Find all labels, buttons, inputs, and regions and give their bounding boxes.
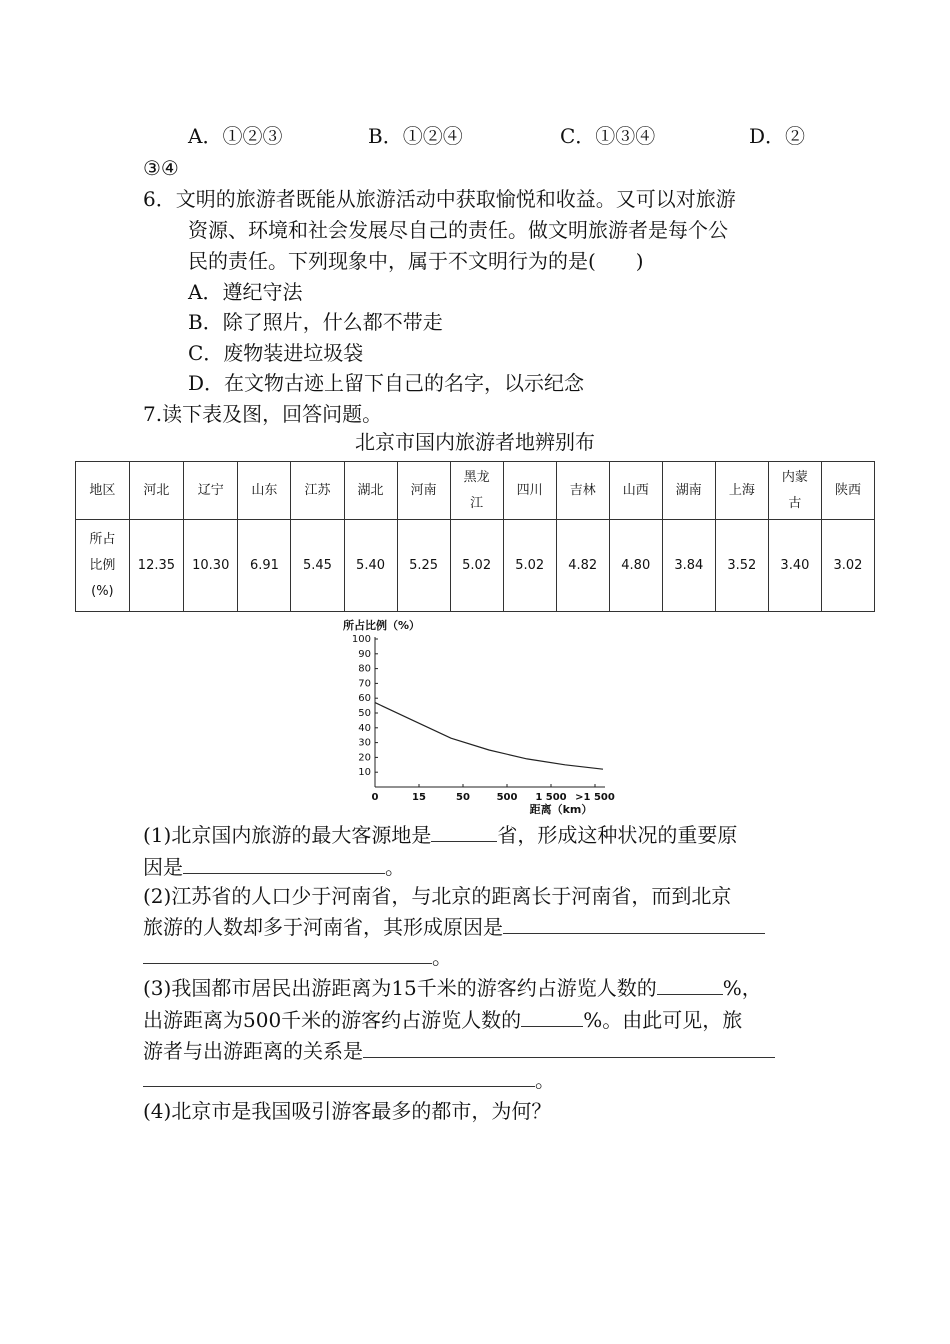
q6-option-c: C．废物装进垃圾袋 xyxy=(188,341,364,365)
answer-blank[interactable] xyxy=(503,913,765,934)
value-cell: 4.80 xyxy=(609,520,662,612)
cell-text: 湖北 xyxy=(357,482,384,498)
region-cell xyxy=(344,462,397,520)
value-cell: 6.91 xyxy=(238,520,291,612)
answer-blank[interactable] xyxy=(183,853,385,874)
y-tick-label: 50 xyxy=(358,708,371,719)
q5-option-d: D．② xyxy=(749,124,806,148)
region-cell xyxy=(662,462,715,520)
distance-chart xyxy=(338,615,618,815)
q5-option-c: C．①③④ xyxy=(560,124,656,148)
q7-sub3-line3 xyxy=(143,1037,775,1065)
y-tick-label: 60 xyxy=(358,693,371,705)
cell-text: 所占 xyxy=(89,531,116,547)
q7-sub2-line1: (2)江苏省的人口少于河南省，与北京的距离长于河南省，而到北京 xyxy=(143,884,732,908)
cell-text: 河南 xyxy=(410,482,437,498)
q7-sub1-text-b: 省，形成这种状况的重要原 xyxy=(497,823,738,847)
q5-option-b: B．①②④ xyxy=(368,124,463,148)
q7-sub3-line4 xyxy=(143,1066,555,1094)
cell-text: 黑龙 xyxy=(463,469,490,485)
region-cell xyxy=(768,462,821,520)
q6-option-d: D．在文物古迹上留下自己的名字，以示纪念 xyxy=(188,371,585,395)
y-tick-label: 30 xyxy=(358,737,371,749)
q7-sub1-line2 xyxy=(143,853,405,881)
q5-option-d-cont: ③④ xyxy=(143,156,179,180)
value-cell: 3.84 xyxy=(662,520,715,612)
y-tick-label: 70 xyxy=(358,678,371,690)
cell-text: 江苏 xyxy=(304,482,331,498)
value-label-cell xyxy=(76,520,130,612)
q7-sub3-line1 xyxy=(143,974,762,1002)
region-cell xyxy=(715,462,768,520)
q7-sub1-text-c: 因是 xyxy=(143,855,183,879)
region-cell xyxy=(450,462,503,520)
cell-text: 内蒙 xyxy=(781,469,808,485)
q6-option-a: A．遵纪守法 xyxy=(188,280,303,304)
q7-sub1-text-a: (1)北京国内旅游的最大客源地是 xyxy=(143,823,432,847)
value-cell: 4.82 xyxy=(556,520,609,612)
x-axis-label: 距离（km） xyxy=(529,803,593,815)
y-tick-label: 100 xyxy=(351,634,371,645)
answer-blank[interactable] xyxy=(143,943,432,964)
value-cell: 3.02 xyxy=(821,520,874,612)
q7-sub2-line3 xyxy=(143,943,452,971)
value-cell: 5.25 xyxy=(397,520,450,612)
region-cell xyxy=(238,462,291,520)
x-tick-label: 50 xyxy=(456,792,470,803)
cell-text: 四川 xyxy=(516,482,543,498)
cell-text: 山东 xyxy=(251,482,278,498)
value-cell: 5.02 xyxy=(450,520,503,612)
value-cell: 5.45 xyxy=(291,520,344,612)
region-cell xyxy=(397,462,450,520)
q5-option-a: A．①②③ xyxy=(188,124,283,148)
q6-option-b: B．除了照片，什么都不带走 xyxy=(188,310,443,334)
answer-blank[interactable] xyxy=(657,974,723,995)
q7-sub1-line1 xyxy=(143,821,737,849)
cell-text: 河北 xyxy=(143,482,170,498)
y-tick-label: 20 xyxy=(358,752,371,764)
value-cell: 12.35 xyxy=(129,520,183,612)
cell-text: (%) xyxy=(91,583,114,599)
cell-text: 山西 xyxy=(622,482,649,498)
x-tick-label: 0 xyxy=(371,792,379,803)
q7-sub3-text-f: 。 xyxy=(535,1068,555,1092)
value-row xyxy=(76,520,875,612)
y-tick-label: 90 xyxy=(358,648,371,660)
value-cell: 5.40 xyxy=(344,520,397,612)
distribution-table xyxy=(75,461,875,612)
q7-sub4: (4)北京市是我国吸引游客最多的都市，为何？ xyxy=(143,1099,552,1123)
q7-sub3-text-e: 游者与出游距离的关系是 xyxy=(143,1039,363,1063)
q6-stem-3: 民的责任。下列现象中，属于不文明行为的是( ) xyxy=(188,249,644,273)
value-cell: 3.52 xyxy=(715,520,768,612)
answer-blank[interactable] xyxy=(143,1066,535,1087)
cell-text: 吉林 xyxy=(569,482,596,498)
region-cell xyxy=(291,462,344,520)
q6-stem-1: 6．文明的旅游者既能从旅游活动中获取愉悦和收益。又可以对旅游 xyxy=(143,187,736,211)
region-cell xyxy=(821,462,874,520)
cell-text: 陕西 xyxy=(834,482,861,498)
q7-intro: 7.读下表及图，回答问题。 xyxy=(143,402,383,426)
cell-text: 辽宁 xyxy=(197,482,224,498)
q7-sub1-text-d: 。 xyxy=(385,855,405,879)
region-header-row xyxy=(76,462,875,520)
x-tick-label: 15 xyxy=(412,792,426,803)
region-cell xyxy=(556,462,609,520)
value-cell: 5.02 xyxy=(503,520,556,612)
y-tick-label: 80 xyxy=(358,663,371,675)
q7-sub3-text-c: 出游距离为500千米的游客约占游览人数的 xyxy=(143,1008,522,1032)
series-line xyxy=(375,703,603,770)
answer-blank[interactable] xyxy=(431,821,497,842)
header-label-cell xyxy=(76,462,130,520)
table-title: 北京市国内旅游者地辨别布 xyxy=(355,430,595,454)
value-cell: 10.30 xyxy=(184,520,238,612)
q7-sub3-text-a: (3)我国都市居民出游距离为15千米的游客约占游览人数的 xyxy=(143,976,657,1000)
cell-text: 古 xyxy=(788,495,802,511)
region-cell xyxy=(184,462,238,520)
value-cell: 3.40 xyxy=(768,520,821,612)
q7-sub3-text-d: %。由此可见，旅 xyxy=(583,1008,743,1032)
y-axis-label: 所占比例（%） xyxy=(343,619,421,632)
q7-sub2-text-c: 。 xyxy=(432,945,452,969)
cell-text: 江 xyxy=(470,495,484,511)
region-cell xyxy=(609,462,662,520)
cell-text: 比例 xyxy=(89,557,116,573)
q6-stem-2: 资源、环境和社会发展尽自己的责任。做文明旅游者是每个公 xyxy=(188,218,728,242)
x-tick-label: 1 500 xyxy=(535,792,567,803)
answer-blank[interactable] xyxy=(521,1006,583,1027)
y-tick-label: 10 xyxy=(358,767,371,779)
cell-text: 地区 xyxy=(89,482,116,498)
x-tick-label: 500 xyxy=(496,792,518,803)
q7-sub3-line2 xyxy=(143,1006,742,1034)
region-cell xyxy=(129,462,183,520)
y-tick-label: 40 xyxy=(358,722,371,734)
region-cell xyxy=(503,462,556,520)
x-tick-label: >1 500 xyxy=(575,792,615,803)
cell-text: 湖南 xyxy=(675,482,702,498)
q7-sub2-line2 xyxy=(143,913,765,941)
q7-sub3-text-b: %， xyxy=(722,976,762,1000)
q7-sub2-text-b: 旅游的人数却多于河南省，其形成原因是 xyxy=(143,915,503,939)
cell-text: 上海 xyxy=(728,482,755,498)
answer-blank[interactable] xyxy=(363,1037,775,1058)
